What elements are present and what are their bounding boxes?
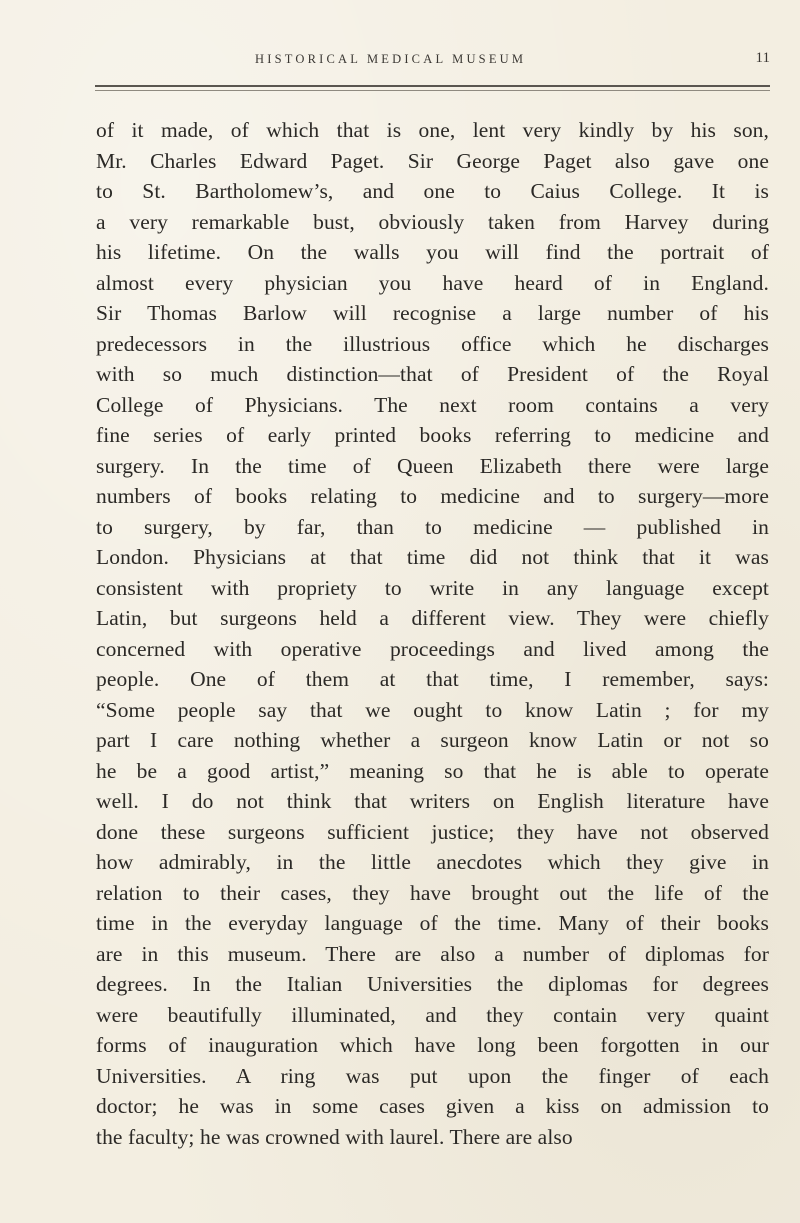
header-rule-thin <box>95 90 770 91</box>
text-line: “Some people say that we ought to know Latin ; for my <box>96 697 769 722</box>
text-line: Mr. Charles Edward Paget. Sir George Paget also gave one <box>96 148 769 173</box>
text-line: were beautifully illuminated, and they contain very quaint <box>96 1002 769 1027</box>
text-line: Latin, but surgeons held a different view. They were chiefly <box>96 606 769 630</box>
text-line: surgery. In the time of Queen Elizabeth there were large <box>96 453 769 478</box>
text-line: time in the everyday language of the time. Many of their books <box>96 911 769 935</box>
text-line: the faculty; he was crowned with laurel. There are also <box>96 1124 573 1149</box>
text-line: well. I do not think that writers on English literature have <box>96 789 769 813</box>
text-line: he be a good artist,” meaning so that he is able to operate <box>96 758 769 783</box>
text-line: forms of inauguration which have long been forgotten in our <box>96 1033 769 1057</box>
text-line: are in this museum. There are also a number of diplomas for <box>96 941 769 966</box>
text-line: to surgery, by far, than to medicine — published in <box>96 514 769 539</box>
text-line: part I care nothing whether a surgeon know Latin or not so <box>96 728 769 752</box>
body-text <box>96 115 769 1152</box>
running-head <box>95 50 770 72</box>
text-line: doctor; he was in some cases given a kiss on admission to <box>96 1094 769 1118</box>
text-line: College of Physicians. The next room contains a very <box>96 392 769 417</box>
text-line: consistent with propriety to write in any language except <box>96 575 769 600</box>
text-line: with so much distinction—that of President of the Royal <box>96 362 769 386</box>
text-line: his lifetime. On the walls you will find the portrait of <box>96 240 769 264</box>
text-line: done these surgeons sufficient justice; they have not observed <box>96 819 769 844</box>
text-line: to St. Bartholomew’s, and one to Caius College. It is <box>96 179 769 203</box>
text-line: Universities. A ring was put upon the finger of each <box>96 1063 769 1088</box>
text-line: people. One of them at that time, I remember, says: <box>96 667 769 691</box>
text-line: fine series of early printed books referring to medicine and <box>96 423 769 447</box>
text-line: a very remarkable bust, obviously taken from Harvey during <box>96 209 769 234</box>
text-line: degrees. In the Italian Universities the diplomas for degrees <box>96 972 769 996</box>
text-line: relation to their cases, they have brought out the life of the <box>96 880 769 905</box>
running-title: HISTORICAL MEDICAL MUSEUM <box>255 52 527 66</box>
text-line: Sir Thomas Barlow will recognise a large number of his <box>96 301 769 325</box>
text-line: predecessors in the illustrious office which he discharges <box>96 331 769 356</box>
text-line: London. Physicians at that time did not think that it was <box>96 545 769 569</box>
text-line: concerned with operative proceedings and lived among the <box>96 636 769 661</box>
text-line: almost every physician you have heard of in England. <box>96 270 769 295</box>
text-line: how admirably, in the little anecdotes which they give in <box>96 850 769 874</box>
text-line: numbers of books relating to medicine and to surgery—more <box>96 484 769 508</box>
page-number: 11 <box>755 50 770 66</box>
text-line: of it made, of which that is one, lent very kindly by his son, <box>96 118 769 142</box>
header-rule <box>95 85 770 87</box>
